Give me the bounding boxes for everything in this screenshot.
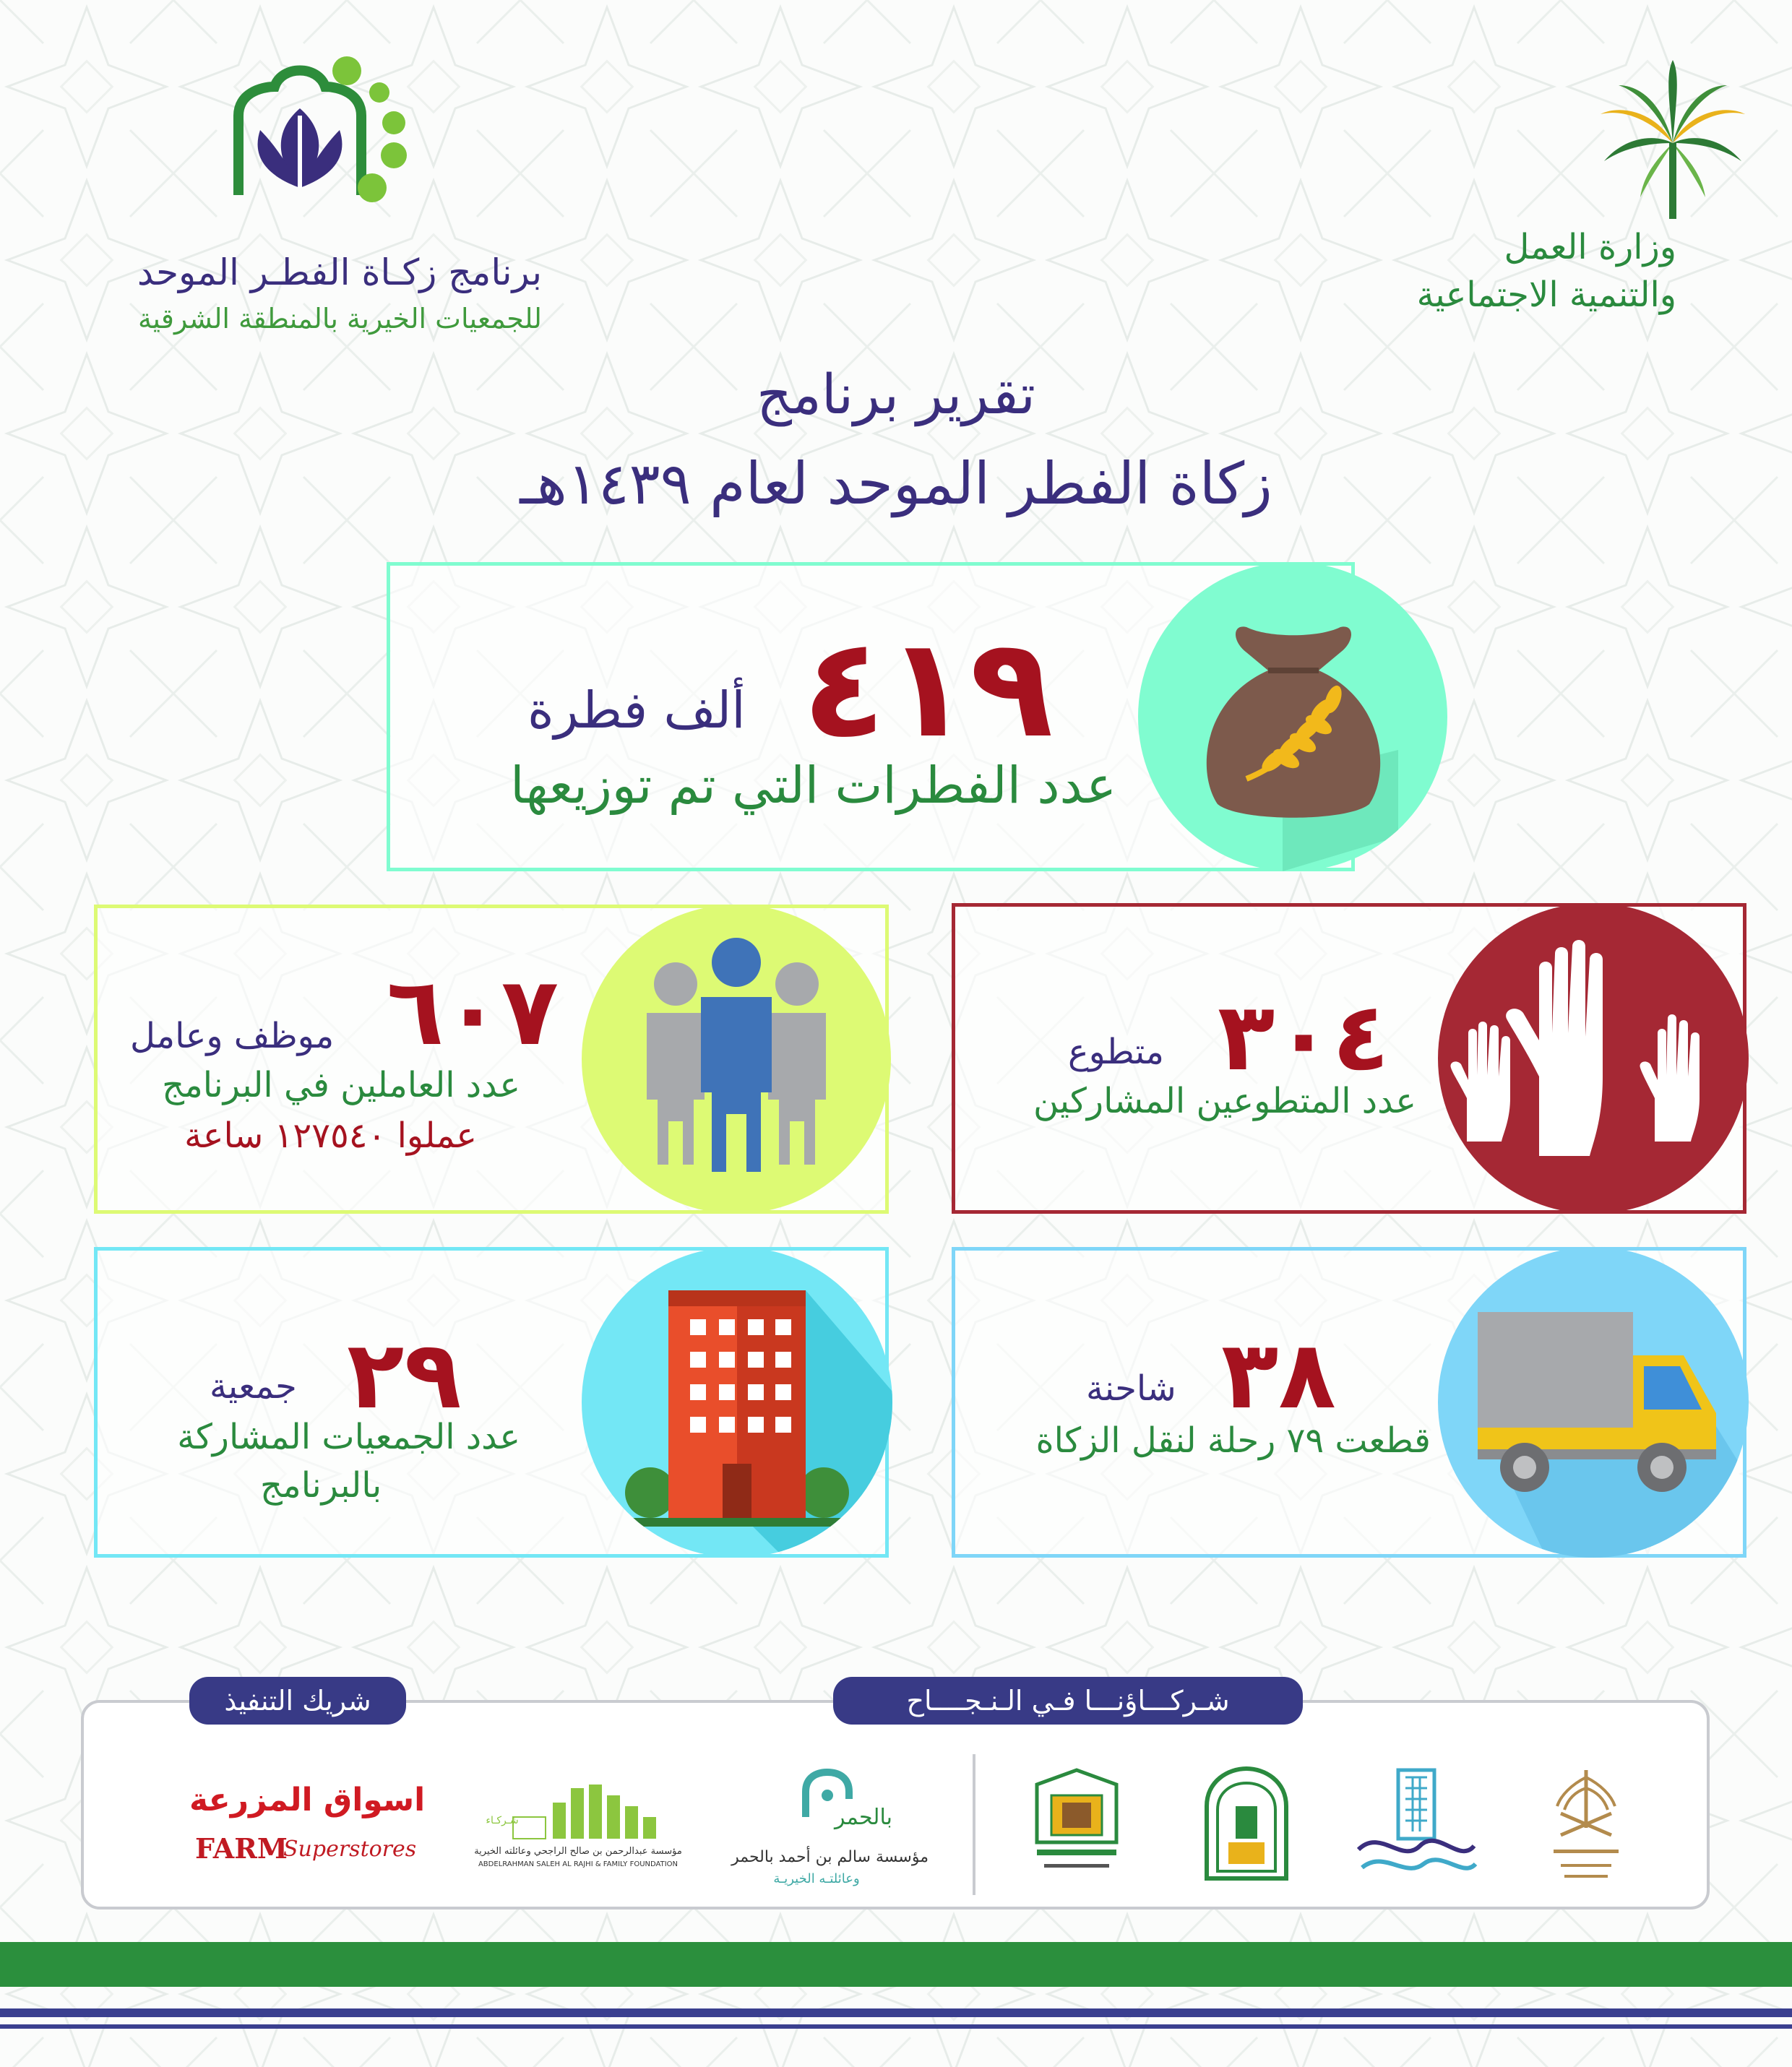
report-title-line1: تقرير برنامج [757,362,1035,426]
associations-circle [582,1247,892,1558]
farm-logo-arabic: اسواق المزرعة [189,1782,426,1818]
truck-icon [1438,1247,1749,1558]
bahamr-logo-word: بالحمر [835,1805,892,1830]
associations-unit: جمعية [210,1366,297,1407]
farm-logo-latin: FARM [195,1832,288,1865]
eastern-municipality-emblem-icon [1351,1763,1481,1886]
employees-circle [582,905,891,1214]
trucks-circle [1438,1247,1749,1558]
program-name-line2: للجمعيات الخيرية بالمنطقة الشرقية [137,303,542,335]
volunteers-circle [1438,903,1749,1214]
partners-divider [973,1754,975,1895]
fitras-unit: ألف فطرة [527,681,746,740]
footer-navy-bar-thin [0,2024,1792,2029]
cooperative-office-emblem-icon [1022,1763,1131,1886]
zakat-program-logo [217,51,448,224]
associations-description: عدد الجمعيات المشاركة [177,1417,520,1457]
success-partners-label: شـركـــاؤنـــا فـي الـنـجــــاح [833,1677,1303,1725]
rajhi-arabic-name: مؤسسة عبدالرحمن بن صالح الراجحي وعائلته الخيرية [474,1846,682,1857]
employees-unit: موظف وعامل [130,1016,335,1056]
volunteers-description: عدد المتطوعين المشاركين [1033,1081,1416,1121]
volunteers-unit: متطوع [1068,1032,1165,1072]
eastern-emirate-emblem-icon [1543,1763,1629,1886]
trucks-number: ٣٨ [1221,1320,1336,1430]
ministry-name-line2: والتنمية الاجتماعية [1416,275,1676,315]
farm-logo-script: Superstores [283,1837,417,1862]
employees-number: ٦٠٧ [387,957,559,1066]
grain-sack-icon [1138,562,1447,871]
rajhi-foundation-logo [470,1777,679,1842]
employees-hours: عملوا ١٢٧٥٤٠ ساعة [184,1116,477,1156]
trucks-description: قطعت ٧٩ رحلة لنقل الزكاة [1035,1420,1431,1461]
volunteers-number: ٣٠٤ [1218,982,1390,1092]
associations-description-2: بالبرنامج [260,1465,382,1506]
footer-green-bar [0,1942,1792,1987]
associations-number: ٢٩ [347,1320,462,1430]
report-title-line2: زكاة الفطر الموحد لعام ١٤٣٩هـ [520,450,1272,517]
islamic-affairs-emblem-icon [1196,1763,1297,1886]
employees-description: عدد العاملين في البرنامج [162,1065,520,1105]
rajhi-english-name: ABDELRAHMAN SALEH AL RAJHI & FAMILY FOUNDATION [478,1860,679,1868]
ministry-name-line1: وزارة العمل [1504,227,1676,267]
raised-hands-icon [1438,903,1749,1214]
rajhi-small-label: شـركـاء [486,1815,519,1826]
bahamr-arabic-name: مؤسسة سالم بن أحمد بالحمر [731,1848,929,1866]
execution-partner-label: شريك التنفيذ [189,1677,406,1725]
program-name-line1: برنامج زكـاة الفطـر الموحد [137,251,542,293]
ministry-palm-logo [1597,56,1749,223]
trucks-unit: شاحنة [1086,1368,1176,1409]
fitras-number: ٤١٩ [802,608,1054,768]
fitras-circle [1138,562,1447,871]
fitras-description: عدد الفطرات التي تم توزيعها [510,756,1116,815]
footer-navy-bar [0,2008,1792,2017]
people-group-icon [582,905,891,1214]
building-icon [582,1247,892,1558]
bahamr-sub-name: وعائلتـه الخيريـة [773,1871,860,1886]
